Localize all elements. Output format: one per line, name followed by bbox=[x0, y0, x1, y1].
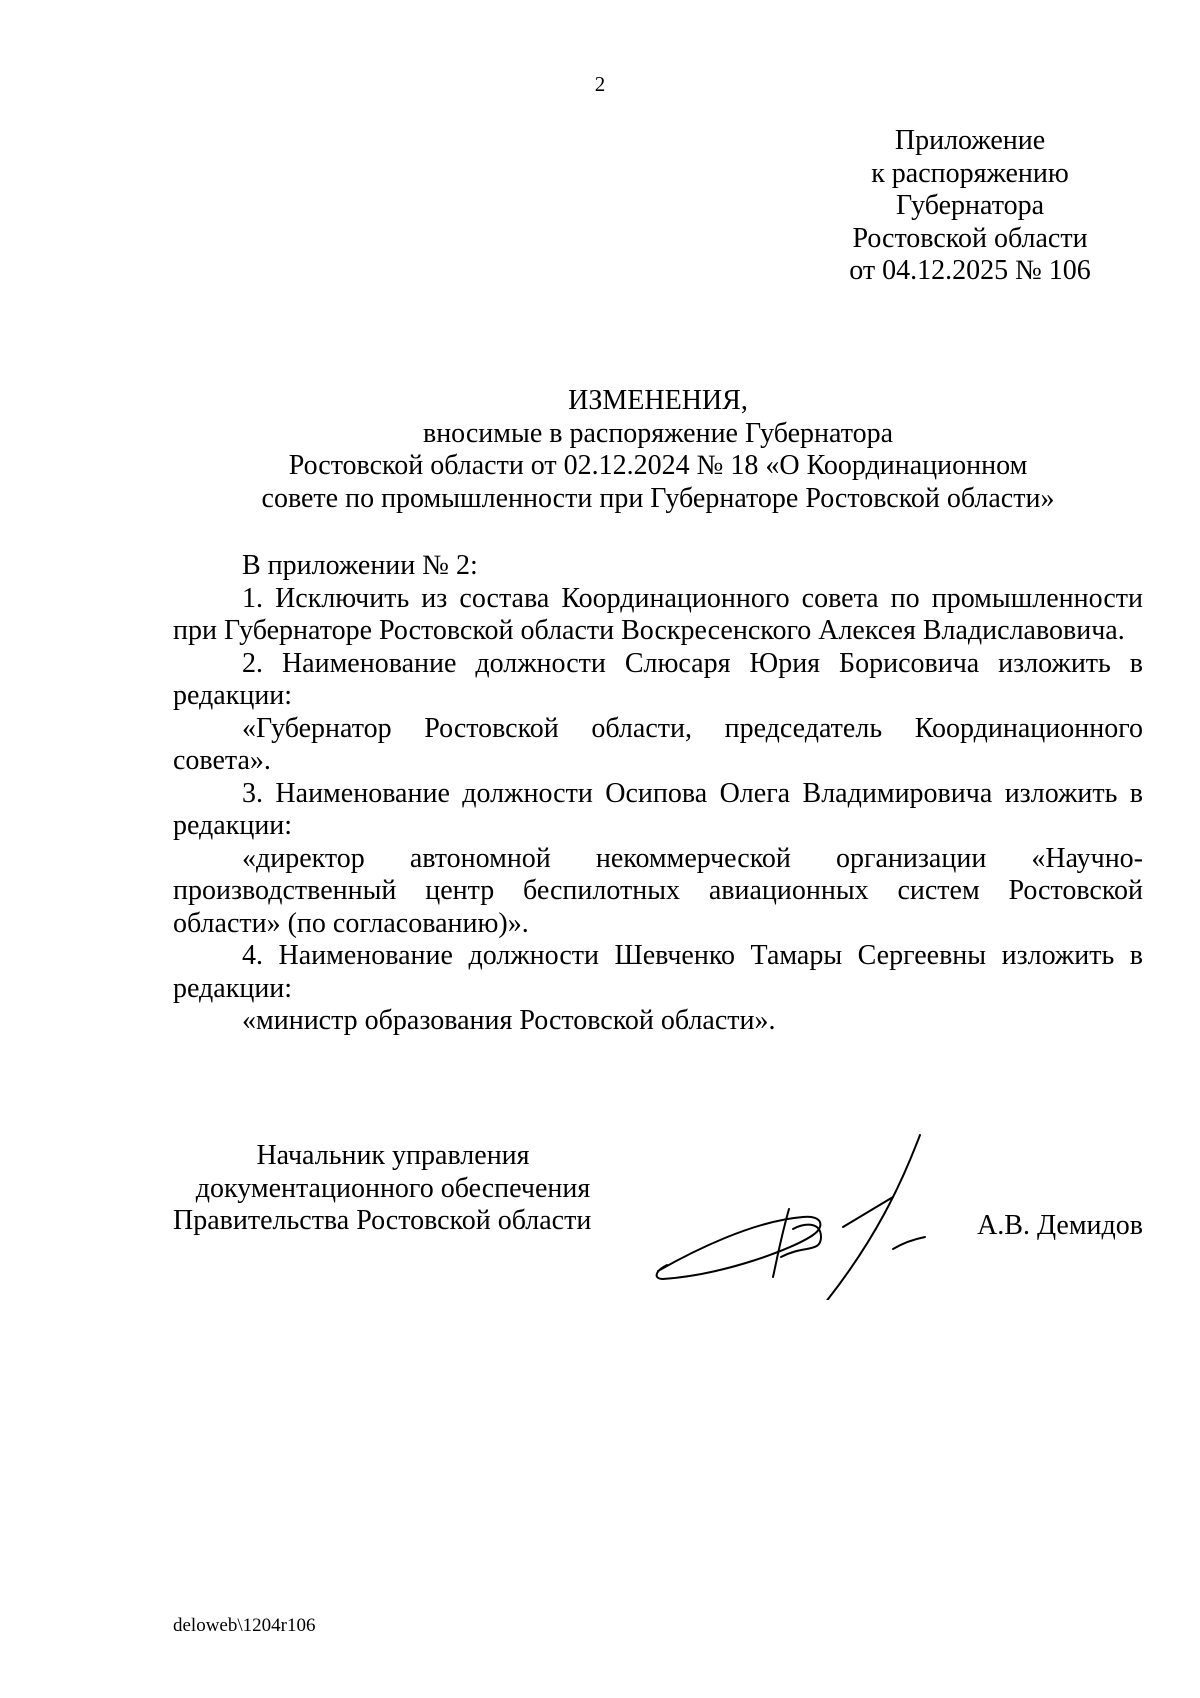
signatory-position-line-1: Начальник управления bbox=[256, 1140, 530, 1171]
body-item-1: 1. Исключить из состава Координационного совета по промышленности при Губернаторе Ростовской области Воскресенского Алексея Владиславовича. bbox=[173, 582, 1143, 646]
signatory-name: А.В. Демидов bbox=[977, 1210, 1143, 1241]
page-number: 2 bbox=[594, 72, 606, 96]
signature-block bbox=[173, 1140, 1143, 1300]
appendix-header bbox=[780, 125, 1160, 288]
body-item-4: 4. Наименование должности Шевченко Тамары Сергеевны изложить в редакции: bbox=[173, 940, 1143, 1004]
appendix-line-order: к распоряжению bbox=[871, 157, 1069, 189]
title-subline-2: Ростовской области от 02.12.2024 № 18 «О Координационном bbox=[288, 450, 1028, 481]
document-body bbox=[173, 550, 1143, 1038]
body-item-2-text: «Губернатор Ростовской области, председатель Координационного совета». bbox=[173, 712, 1143, 776]
appendix-line-governor: Губернатора bbox=[895, 190, 1045, 221]
title-subline-3: совете по промышленности при Губернаторе Ростовской области» bbox=[261, 482, 1055, 514]
document-title bbox=[173, 385, 1143, 515]
signatory-position bbox=[173, 1140, 613, 1238]
appendix-line-region: Ростовской области bbox=[852, 222, 1088, 254]
title-subline-1: вносимые в распоряжение Губернатора bbox=[422, 417, 894, 449]
body-item-3-text: «директор автономной некоммерческой организации «Научно-производственный центр беспилотных авиационных систем Ростовской области» (по согласованию)». bbox=[173, 842, 1143, 939]
body-item-4-text: «министр образования Ростовской области». bbox=[242, 1005, 776, 1036]
body-item-3: 3. Наименование должности Осипова Олега Владимировича изложить в редакции: bbox=[173, 777, 1143, 841]
body-item-2: 2. Наименование должности Слюсаря Юрия Борисовича изложить в редакции: bbox=[173, 647, 1143, 711]
appendix-line-date-number: от 04.12.2025 № 106 bbox=[849, 255, 1091, 286]
title-heading: ИЗМЕНЕНИЯ, bbox=[568, 385, 748, 416]
signatory-position-line-3: Правительства Ростовской области bbox=[173, 1205, 592, 1236]
body-intro: В приложении № 2: bbox=[242, 550, 478, 581]
appendix-line-title: Приложение bbox=[894, 125, 1046, 156]
document-code: deloweb\1204r106 bbox=[173, 1615, 316, 1636]
handwritten-signature bbox=[653, 1125, 953, 1300]
signatory-position-line-2: документационного обеспечения bbox=[195, 1172, 591, 1204]
